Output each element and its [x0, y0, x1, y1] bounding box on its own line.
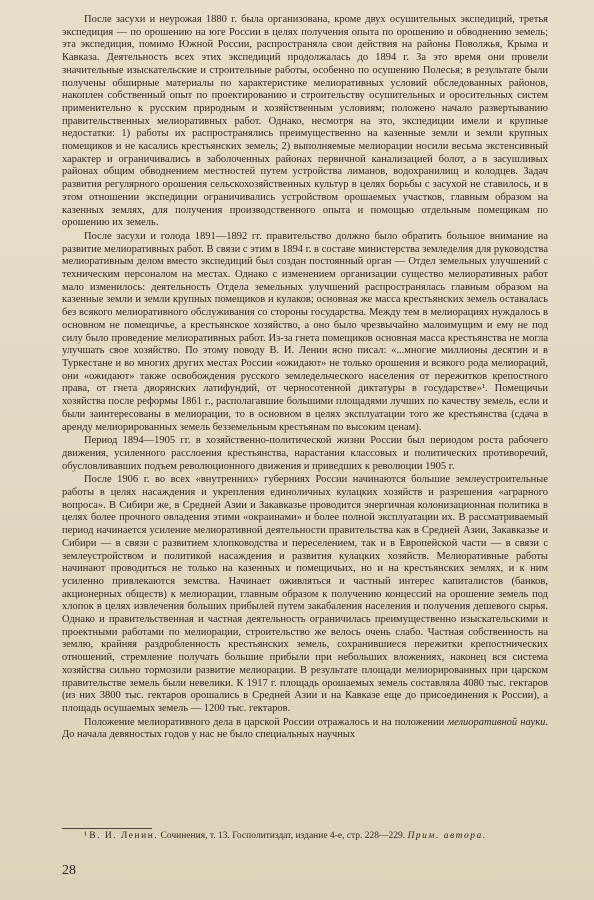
footnote-author: В. И. Ленин. [89, 831, 159, 841]
paragraph-5-start: Положение мелиоративного дела в царской России отражалось и на положении [84, 716, 448, 728]
body-text [62, 14, 548, 743]
footnote [62, 831, 548, 843]
footnote-divider [62, 828, 152, 829]
paragraph-5 [62, 717, 548, 742]
footnote-note: Прим. автора. [407, 831, 487, 841]
paragraph-5-italic: мелиоративной науки [447, 716, 546, 728]
paragraph-1: После засухи и неурожая 1880 г. была организована, кроме двух осушительных экспедиций, третья экспедиция — по орошению на юге России в целях получения опыта по орошению и обводнению земель; эта экспедиция, помимо Южной России, распространяла свои действия на районы Поволжья, Крыма и Кавказа. Деятельность всех этих экспедиций продолжалась до 1894 г. За это время они провели значительные изыскательские и строительные работы, особенно по осушению Полесья; в результате были получены обширные материалы по характеристике мелиоративных условий обследованных районов, накоплен собственный опыт по проектированию и строительству осушительных и оросительных систем применительно к русским природным и хозяйственным условиям; положено начало развертыванию правительственных мелиоративных работ. Однако, несмотря на это, экспедиции имели и крупные недостатки: 1) работы их распространялись преимущественно на казенные земли и земли крупных помещиков и не касались крестьянских земель; 2) выполняемые мелиорации носили весьма экстенсивный характер и ограничивались в заболоченных районах первичной канализацией болот, а в засушливых районах общим обводнением местностей путем устройства лиманов, водохранилищ и колодцев. Задач развития регулярного орошения сельскохозяйственных культур в целях борьбы с засухой не ставилось, и в этом отношении экспедиции ограничивались устройством орошаемых участков, главным образом на казенных землях, для получения производственного опыта и помощью отдельным помещикам по орошению их земель. [62, 14, 548, 229]
paragraph-4: После 1906 г. во всех «внутренних» губерниях России начинаются большие землеустроительные работы в целях насаждения и укрепления единоличных кулацких хозяйств и разрешения «аграрного вопроса». В Сибири же, в Средней Азии и Закавказье проводится энергичная колонизационная политика в целях более прочного овладения этими «окраинами» и более полной эксплуатации их. В рассматриваемый период начинается усиление мелиоративной деятельности правительства как в Средней Азии, Закавказье и Сибири — в связи с развитием хлопководства и переселением, так и в Европейской части — в связи с землеустройством и политикой насаждения и развития кулацких хозяйств. Мелиоративные работы начинают проводиться не только на казенных и помещичьих, но и на крестьянских землях, и к ним усиленно привлекаются земства. Начинает оживляться и частный интерес капиталистов (банков, акционерных обществ) к мелиорации, главным образом к получению концессий на орошение земель под хлопок в целях извлечения больших прибылей путем закабаления населения и получения дешевого сырья. Однако и правительственная и частная деятельность ограничилась преимущественно изыскательскими и проектными работами по мелиорации, строительство же велось очень слабо. Частная собственность на землю, крайняя раздробленность крестьянских земель, сохранившиеся пережитки крепостнических отношений, стремление получать большие прибыли при небольших вложениях, наконец вся система хозяйства сильно тормозили развитие мелиорации. В результате площади мелиорированных при царском правительстве земель были невелики. К 1917 г. площадь орошаемых земель составляла 4080 тыс. гектаров (из них 3800 тыс. гектаров орошались в Средней Азии и на Кавказе еще до присоединения к России), а площадь осушаемых земель — 1200 тыс. гектаров. [62, 474, 548, 714]
page-number: 28 [62, 863, 76, 878]
paragraph-5-end: . До начала девяностых годов у нас не было специальных научных [62, 716, 549, 741]
footnote-source: Сочинения, т. 13. Госполитиздат, издание 4-е, стр. 228—229. [158, 831, 406, 841]
paragraph-2: После засухи и голода 1891—1892 гг. правительство должно было обратить большое внимание на развитие мелиоративных работ. В связи с этим в 1894 г. в составе министерства земледелия для руководства мелиоративным делом вместо экспедиций был создан постоянный орган — Отдел земельных улучшений с техническим персоналом на местах. Однако с изменением организации существо мелиоративных работ мало изменилось: деятельность Отдела земельных улучшений распространялась главным образом на казенные земли и земли крупных помещиков и кулаков; основная же масса крестьянских земель оставалась без всякого мелиоративного обслуживания со стороны государства. Между тем в мелиорациях нуждалось в основном не помещичье, а крестьянское хозяйство, а оно было чрезвычайно малоимущим и ему не под силу было проведение мелиоративных работ. Из-за гнета помещиков основная масса крестьянства не могла улучшать свое хозяйство. По этому поводу В. И. Ленин ясно писал: «...многие миллионы десятин и в Туркестане и во многих других местах России «ожидают» не только орошения и всякого рода мелиораций, они «ожидают» также освобождения русского земледельческого населения от пережитков крепостного права, от гнета дворянских латифундий, от черносотенной диктатуры в государстве»¹. Помещичьи хозяйства после реформы 1861 г., располагавшие большими площадями лучших по качеству земель, если и были заинтересованы в мелиорации, то в основном в целях эксплуатации того же крестьянства (сдача в аренду мелиорированных земель безземельным крестьянам по высоким ценам). [62, 230, 548, 433]
footnote-marker: ¹ [84, 831, 87, 841]
paragraph-3: Период 1894—1905 гг. в хозяйственно-политической жизни России был периодом роста рабочего движения, усиленного расслоения крестьянства, нарастания классовых и политических противоречий, обусловливавших подъем революционного движения и приведших к революции 1905 г. [62, 435, 548, 472]
